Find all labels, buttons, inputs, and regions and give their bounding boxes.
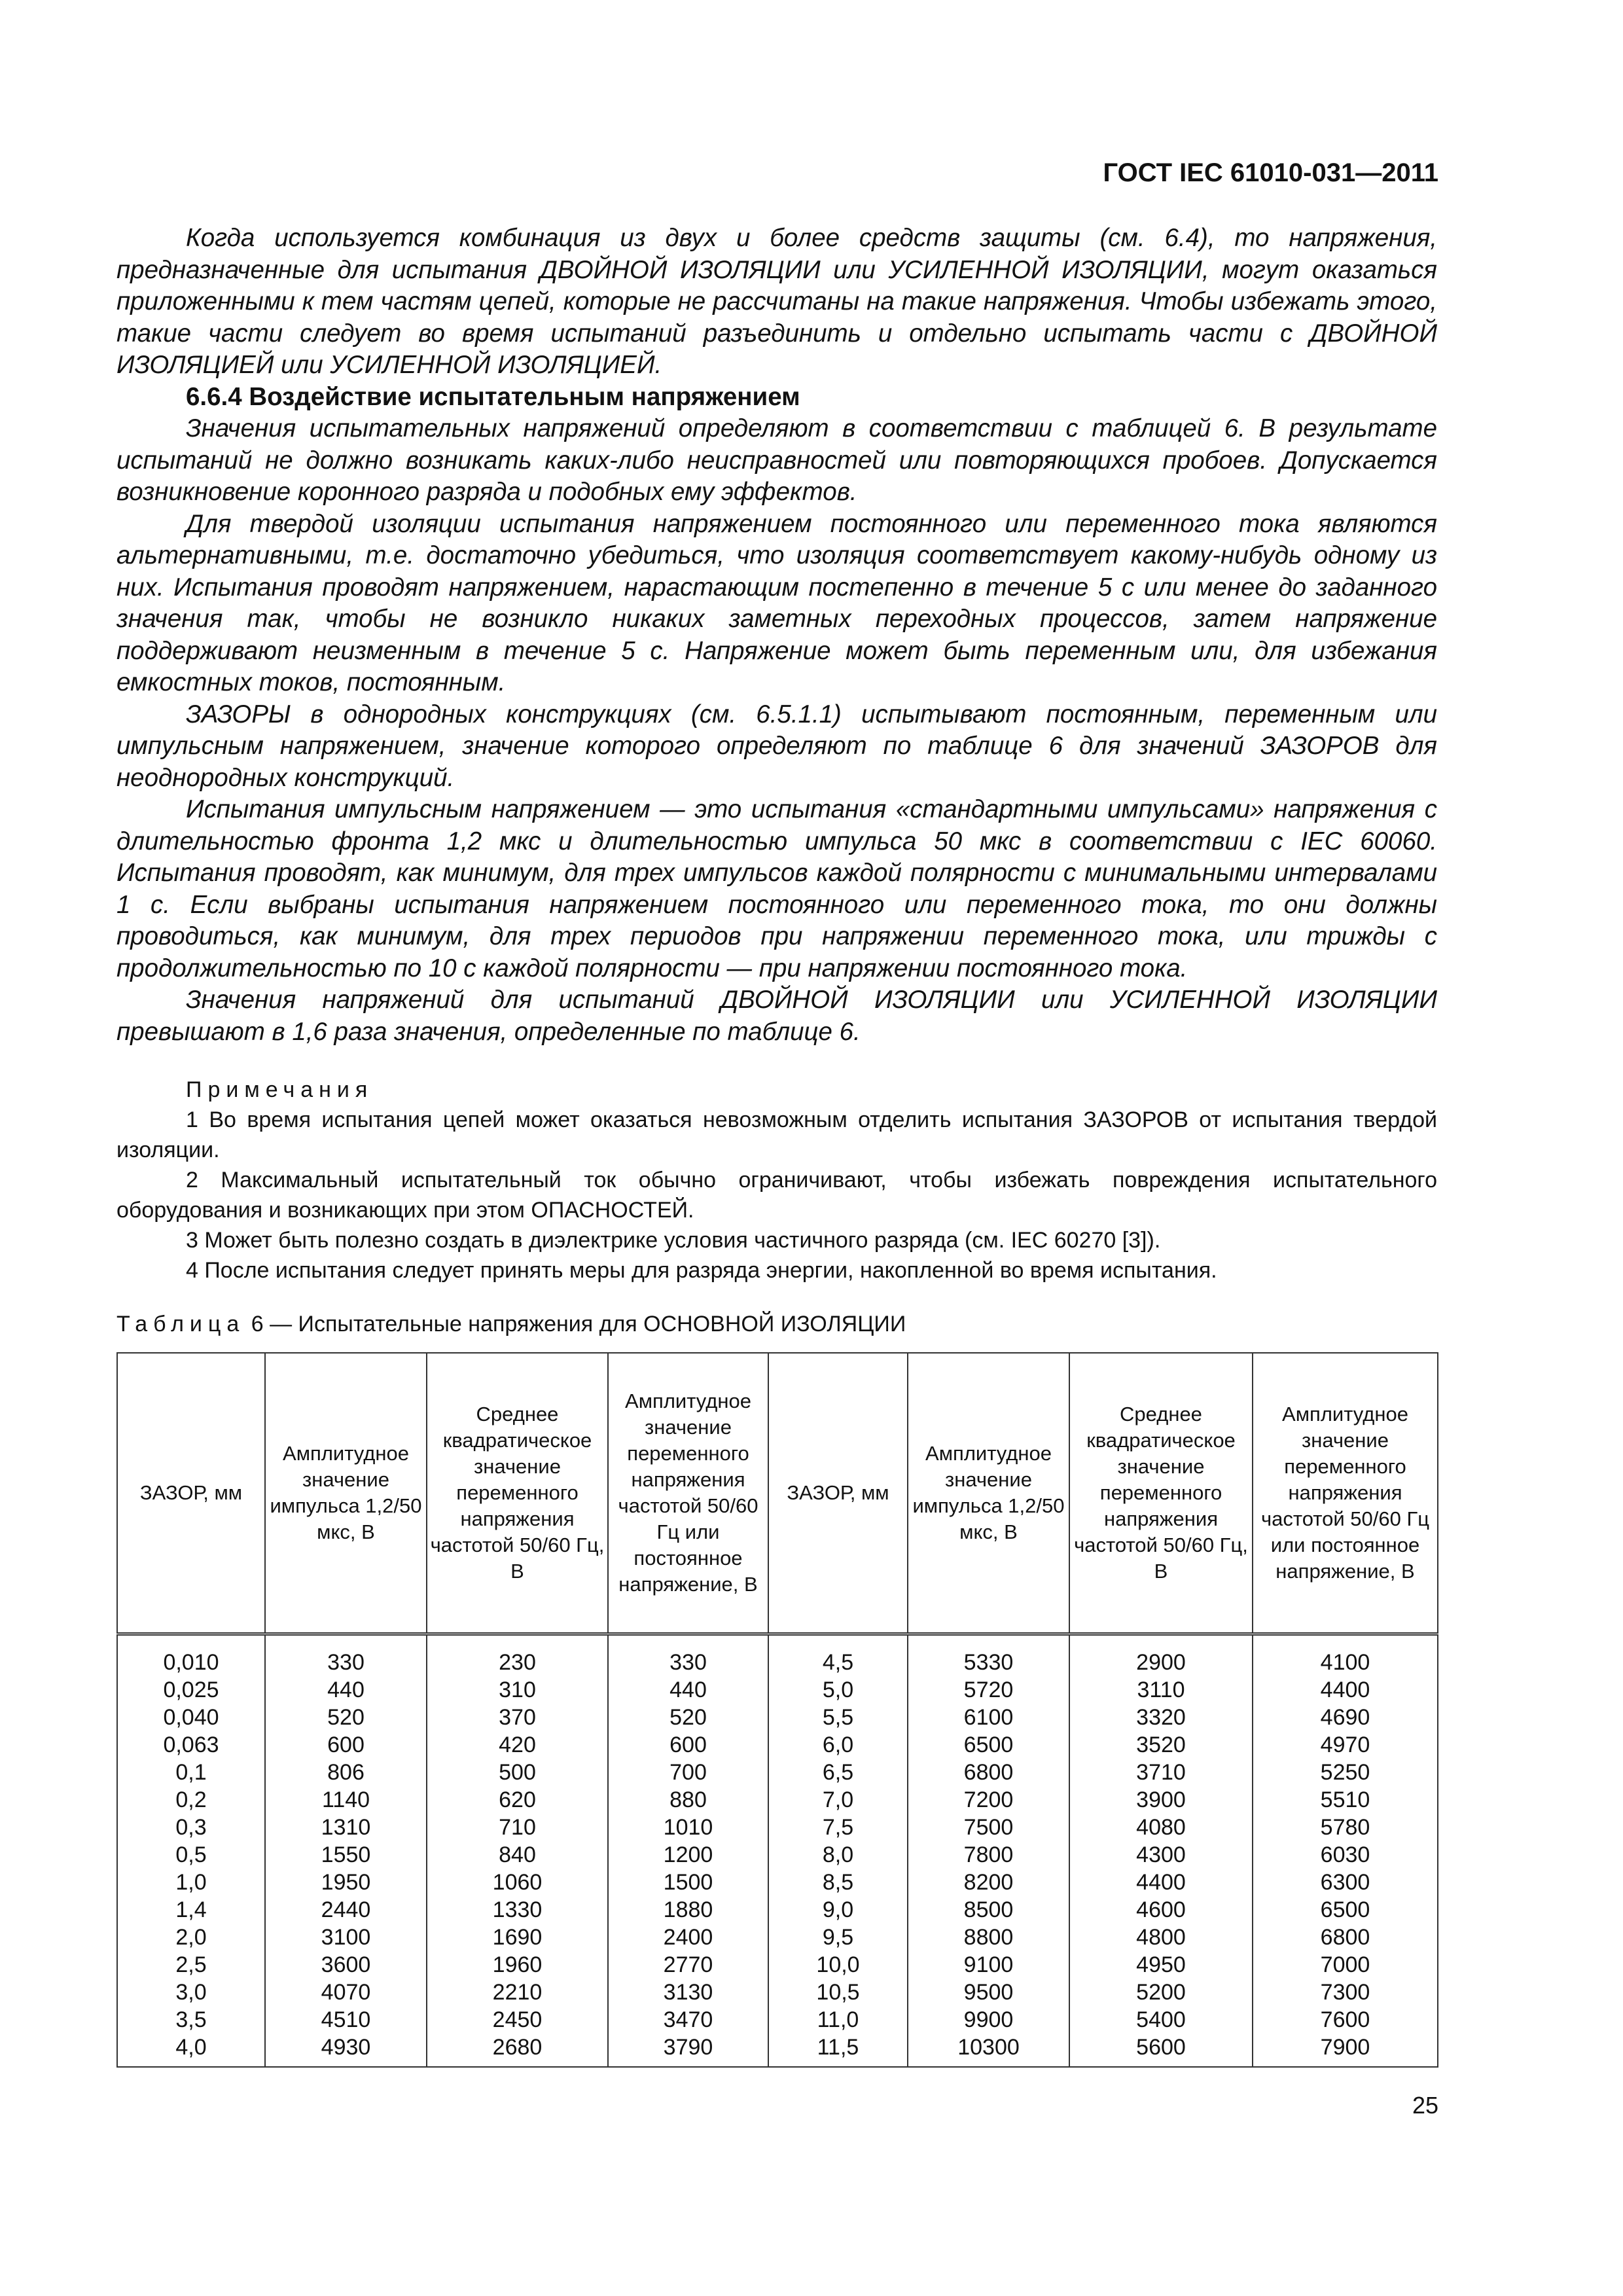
table-cell: 5510 [1320,1787,1370,1812]
table-cell: 0,010 [163,1650,219,1675]
table-header-row [117,1353,1438,1634]
table-cell: 9,5 [822,1925,854,1950]
table-cell: 3110 [1137,1677,1185,1702]
table-cell: 440 [327,1677,365,1702]
table-cell: 4800 [1136,1925,1186,1950]
body-text [116,223,1437,1048]
table-column [608,1634,768,2068]
table-cell: 4970 [1320,1732,1370,1757]
table-cell: 0,063 [163,1732,219,1757]
table-cell: 7000 [1320,1952,1370,1977]
table-cell: 6030 [1320,1842,1370,1867]
table-cell: 5250 [1320,1760,1370,1785]
table-cell: 1950 [321,1870,371,1895]
header-impulse-peak: Амплитудное значение импульса 1,2/50 мкс, В [265,1353,427,1634]
table-cell: 8,5 [822,1870,854,1895]
table-cell: 11,0 [817,2007,859,2032]
table-cell: 6300 [1320,1870,1370,1895]
table-cell: 2900 [1136,1650,1186,1675]
table-cell: 5,5 [822,1705,854,1730]
table-cell: 600 [669,1732,707,1757]
table-column [1253,1634,1438,2068]
table-cell: 620 [499,1787,536,1812]
table-cell: 4,5 [822,1650,854,1675]
table-cell: 840 [499,1842,536,1867]
table-cell: 10,5 [816,1980,860,2005]
table-cell: 3520 [1136,1732,1186,1757]
table-cell: 2,5 [175,1952,207,1977]
table-cell: 3600 [321,1952,371,1977]
table-cell: 1960 [492,1952,543,1977]
table-cell: 2400 [663,1925,713,1950]
table-cell: 0,025 [163,1677,219,1702]
table-cell: 7300 [1320,1980,1370,2005]
table-cell: 5200 [1136,1980,1186,2005]
table-cell: 4080 [1136,1815,1186,1840]
table-cell: 2440 [321,1897,371,1922]
table-cell: 4930 [321,2035,371,2060]
table-cell: 2,0 [175,1925,207,1950]
header-ac-rms: Среднее квадратическое значение переменного напряжения частотой 50/60 Гц, В [427,1353,608,1634]
paragraph: Значения испытательных напряжений определяют в соответствии с таблицей 6. В результате испытаний не должно возникать каких-либо неисправностей или повторяющихся пробоев. Допускается возникновение коронного разряда и подобных ему эффектов. [116,414,1437,506]
table-cell: 2450 [492,2007,543,2032]
table-cell: 3470 [663,2007,713,2032]
table-cell: 370 [499,1705,536,1730]
table-cell: 11,5 [817,2035,859,2060]
table-cell: 6800 [1320,1925,1370,1950]
table-cell: 7600 [1320,2007,1370,2032]
table-cell: 10300 [957,2035,1020,2060]
table-cell: 4400 [1136,1870,1186,1895]
table-cell: 2680 [492,2035,543,2060]
header-ac-rms: Среднее квадратическое значение переменного напряжения частотой 50/60 Гц, В [1069,1353,1253,1634]
table-cell: 0,3 [175,1815,207,1840]
paragraph: ЗАЗОРЫ в однородных конструкциях (см. 6.5.1.1) испытывают постоянным, переменным или импульсным напряжением, значение которого определяют по таблице 6 для значений ЗАЗОРОВ для неоднородных конструкций. [116,700,1437,792]
table-cell: 600 [327,1732,365,1757]
table-cell: 5,0 [822,1677,854,1702]
table-cell: 1140 [321,1787,370,1812]
header-impulse-peak: Амплитудное значение импульса 1,2/50 мкс, В [908,1353,1069,1634]
table-cell: 6,0 [822,1732,854,1757]
table-cell: 4510 [321,2007,371,2032]
table-cell: 1880 [663,1897,713,1922]
table-cell: 3100 [321,1925,371,1950]
table-cell: 4300 [1136,1842,1186,1867]
table-column [265,1634,427,2068]
table-cell: 5780 [1320,1815,1370,1840]
table-cell: 5330 [963,1650,1014,1675]
table-column [768,1634,908,2068]
table-cell: 10,0 [816,1952,860,1977]
table-cell: 4400 [1320,1677,1370,1702]
table-cell: 520 [669,1705,707,1730]
table-cell: 880 [669,1787,707,1812]
table-cell: 9900 [963,2007,1014,2032]
table-cell: 3,5 [175,2007,207,2032]
table-cell: 8500 [963,1897,1014,1922]
table-cell: 420 [499,1732,536,1757]
table-cell: 2770 [663,1952,713,1977]
table-cell: 3710 [1136,1760,1186,1785]
table-cell: 3,0 [175,1980,207,2005]
table-cell: 9,0 [822,1897,854,1922]
note-item: 4 После испытания следует принять меры для разряда энергии, накопленной во время испытания. [186,1258,1217,1283]
table-cell: 806 [327,1760,365,1785]
table-cell: 0,5 [175,1842,207,1867]
table-cell: 500 [499,1760,536,1785]
table-cell: 9500 [963,1980,1014,2005]
table-cell: 4100 [1320,1650,1370,1675]
header-clearance: ЗАЗОР, мм [117,1353,265,1634]
table-column [908,1634,1069,2068]
table-cell: 6800 [963,1760,1014,1785]
table-cell: 4950 [1136,1952,1186,1977]
table-cell: 5400 [1136,2007,1186,2032]
table-cell: 4,0 [175,2035,207,2060]
note-item: 1 Во время испытания цепей может оказаться невозможным отделить испытания ЗАЗОРОВ от испытания твердой изоляции. [116,1107,1437,1162]
header-ac-peak-or-dc: Амплитудное значение переменного напряжения частотой 50/60 Гц или постоянное напряжение, В [608,1353,768,1634]
table-cell: 6500 [1320,1897,1370,1922]
document-code: ГОСТ IEC 61010-031—2011 [1103,158,1438,187]
header-clearance: ЗАЗОР, мм [768,1353,908,1634]
test-voltage-table [116,1352,1438,2068]
table-cell: 2210 [492,1980,543,2005]
table-cell: 440 [669,1677,707,1702]
table-cell: 1550 [321,1842,371,1867]
header-ac-peak-or-dc: Амплитудное значение переменного напряжения частотой 50/60 Гц или постоянное напряжение, В [1253,1353,1438,1634]
table-cell: 520 [327,1705,365,1730]
table-cell: 3130 [663,1980,713,2005]
table-cell: 4070 [321,1980,371,2005]
table-cell: 1310 [321,1815,371,1840]
table-cell: 1690 [492,1925,543,1950]
table-cell: 8200 [963,1870,1014,1895]
paragraph: Для твердой изоляции испытания напряжением постоянного или переменного тока являются альтернативными, т.е. достаточно убедиться, что изоляция соответствует какому-нибудь одному из них. Испытания проводят напряжением, нарастающим постепенно в течение 5 с или менее до заданного значения так, чтобы не возникло никаких заметных переходных процессов, затем напряжение поддерживают неизменным в течение 5 с. Напряжение может быть переменным или, для избежания емкостных токов, постоянным. [116,509,1437,696]
table-body-row [117,1634,1438,2068]
table-cell: 8,0 [822,1842,854,1867]
table-cell: 4600 [1136,1897,1186,1922]
table-cell: 0,2 [175,1787,207,1812]
paragraph: Испытания импульсным напряжением — это испытания «стандартными импульсами» напряжения с длительностью фронта 1,2 мкс и длительностью импульса 50 мкс в соответствии с IEC 60060. Испытания проводят, как минимум, для трех импульсов каждой полярности с минимальными интервалами 1 с. Если выбраны испытания напряжением постоянного или переменного тока, то они должны проводиться, как минимум, для трех периодов при напряжении переменного тока, или трижды с продолжительностью по 10 с каждой полярности — при напряжении постоянного тока. [116,795,1437,982]
page-number: 25 [1412,2092,1438,2119]
table-cell: 1060 [492,1870,543,1895]
table-cell: 6500 [963,1732,1014,1757]
table-column [1069,1634,1253,2068]
table-cell: 7500 [963,1815,1014,1840]
table-cell: 0,040 [163,1705,219,1730]
table-cell: 7,5 [822,1815,854,1840]
table-cell: 310 [499,1677,536,1702]
table-cell: 1500 [663,1870,713,1895]
table-cell: 330 [327,1650,365,1675]
table-cell: 3790 [663,2035,713,2060]
table-cell: 6,5 [822,1760,854,1785]
note-item: 2 Максимальный испытательный ток обычно ограничивают, чтобы избежать повреждения испытательного оборудования и возникающих при этом ОПАСНОСТЕЙ. [116,1168,1437,1223]
table-cell: 1010 [663,1815,713,1840]
table-cell: 0,1 [175,1760,207,1785]
table-cell: 1330 [492,1897,543,1922]
table-column [117,1634,265,2068]
paragraph: Когда используется комбинация из двух и более средств защиты (см. 6.4), то напряжения, предназначенные для испытания ДВОЙНОЙ ИЗОЛЯЦИИ или УСИЛЕННОЙ ИЗОЛЯЦИИ, могут оказаться приложенными к тем частям цепей, которые не рассчитаны на такие напряжения. Чтобы избежать этого, такие части следует во время испытаний разъединить и отдельно испытать части с ДВОЙНОЙ ИЗОЛЯЦИЕЙ или УСИЛЕННОЙ ИЗОЛЯЦИЕЙ. [116,224,1437,379]
table-caption [116,1312,906,1337]
table-cell: 7,0 [822,1787,854,1812]
table-cell: 230 [499,1650,536,1675]
table-cell: 5720 [963,1677,1014,1702]
table-cell: 1,0 [175,1870,207,1895]
table-cell: 1,4 [175,1897,207,1922]
table-cell: 8800 [963,1925,1014,1950]
note-item: 3 Может быть полезно создать в диэлектрике условия частичного разряда (см. IEC 60270 [3]). [186,1228,1161,1253]
table-cell: 3900 [1136,1787,1186,1812]
table-caption-text: 6 — Испытательные напряжения для ОСНОВНОЙ ИЗОЛЯЦИИ [245,1312,906,1336]
table-cell: 330 [669,1650,707,1675]
notes-section [116,1075,1437,1285]
table-cell: 9100 [963,1952,1014,1977]
table-cell: 7900 [1320,2035,1370,2060]
table-cell: 1200 [663,1842,713,1867]
table-cell: 5600 [1136,2035,1186,2060]
notes-title: Примечания [186,1077,374,1102]
table-cell: 3320 [1136,1705,1186,1730]
table-cell: 7800 [963,1842,1014,1867]
section-heading: 6.6.4 Воздействие испытательным напряжением [186,382,800,411]
table-caption-label: Таблица [116,1312,245,1336]
table-cell: 700 [669,1760,707,1785]
table-cell: 7200 [963,1787,1014,1812]
table-column [427,1634,608,2068]
table-cell: 4690 [1320,1705,1370,1730]
table-cell: 710 [499,1815,536,1840]
paragraph: Значения напряжений для испытаний ДВОЙНОЙ ИЗОЛЯЦИИ или УСИЛЕННОЙ ИЗОЛЯЦИИ превышают в 1,6 раза значения, определенные по таблице 6. [116,986,1437,1046]
table-cell: 6100 [963,1705,1014,1730]
